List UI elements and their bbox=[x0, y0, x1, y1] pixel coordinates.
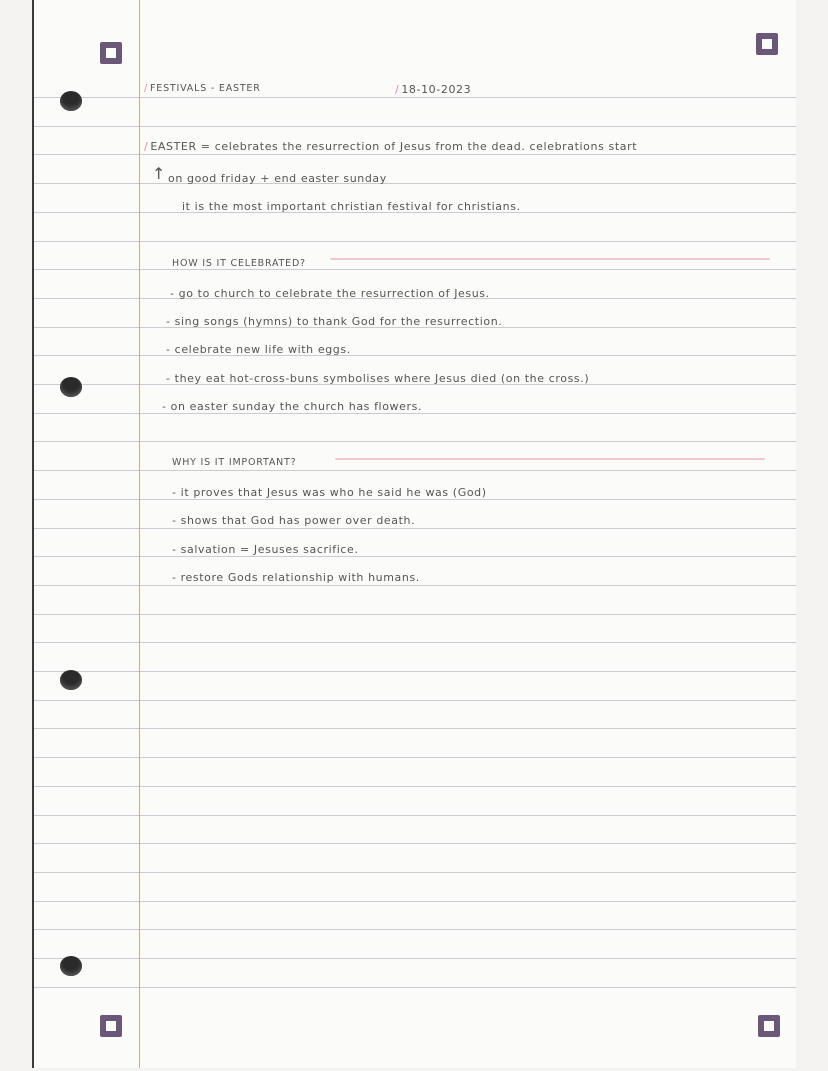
intro-line: it is the most important christian festival for christians. bbox=[182, 200, 521, 213]
punch-hole bbox=[60, 670, 82, 690]
ruled-line bbox=[34, 728, 796, 729]
page-title: / FESTIVALS - EASTER bbox=[144, 83, 261, 94]
notebook-page bbox=[34, 0, 796, 1068]
list-item: - go to church to celebrate the resurrection of Jesus. bbox=[170, 287, 490, 300]
heading-highlight bbox=[330, 258, 770, 260]
list-item: - they eat hot-cross-buns symbolises where Jesus died (on the cross.) bbox=[166, 372, 590, 385]
ruled-line bbox=[34, 958, 796, 959]
ruled-line bbox=[34, 843, 796, 844]
ruled-line bbox=[34, 700, 796, 701]
intro-line: / EASTER = celebrates the resurrection of Jesus from the dead. celebrations start bbox=[144, 140, 637, 153]
ruled-line bbox=[34, 872, 796, 873]
ruled-line bbox=[34, 183, 796, 184]
ruled-line bbox=[34, 241, 796, 242]
arrow-icon: ↑ bbox=[152, 164, 167, 183]
list-item: - sing songs (hymns) to thank God for the resurrection. bbox=[166, 315, 503, 328]
ruled-line bbox=[34, 528, 796, 529]
ruled-line bbox=[34, 441, 796, 442]
ruled-line bbox=[34, 671, 796, 672]
ruled-line bbox=[34, 470, 796, 471]
punch-hole bbox=[60, 377, 82, 397]
corner-marker-icon bbox=[100, 1015, 122, 1037]
margin-line bbox=[139, 0, 140, 1068]
ruled-line bbox=[34, 815, 796, 816]
ruled-line bbox=[34, 97, 796, 98]
ruled-line bbox=[34, 642, 796, 643]
list-item: - shows that God has power over death. bbox=[172, 514, 416, 527]
ruled-line bbox=[34, 269, 796, 270]
ruled-line bbox=[34, 556, 796, 557]
ruled-line bbox=[34, 757, 796, 758]
ruled-line bbox=[34, 355, 796, 356]
heading-highlight bbox=[335, 458, 765, 460]
ruled-line bbox=[34, 614, 796, 615]
section-heading: WHY IS IT IMPORTANT? bbox=[172, 457, 297, 468]
list-item: - it proves that Jesus was who he said he was (God) bbox=[172, 486, 487, 499]
corner-marker-icon bbox=[758, 1015, 780, 1037]
list-item: - restore Gods relationship with humans. bbox=[172, 571, 420, 584]
ruled-line bbox=[34, 154, 796, 155]
ruled-line bbox=[34, 929, 796, 930]
section-heading: HOW IS IT CELEBRATED? bbox=[172, 258, 306, 269]
punch-hole bbox=[60, 956, 82, 976]
punch-hole bbox=[60, 91, 82, 111]
list-item: - on easter sunday the church has flowers. bbox=[162, 400, 423, 413]
page-date: / 18-10-2023 bbox=[395, 83, 471, 96]
list-item: - salvation = Jesuses sacrifice. bbox=[172, 543, 359, 556]
corner-marker-icon bbox=[756, 33, 778, 55]
ruled-line bbox=[34, 786, 796, 787]
ruled-line bbox=[34, 901, 796, 902]
ruled-line bbox=[34, 126, 796, 127]
ruled-line bbox=[34, 585, 796, 586]
ruled-line bbox=[34, 987, 796, 988]
corner-marker-icon bbox=[100, 42, 122, 64]
intro-line: on good friday + end easter sunday bbox=[168, 172, 387, 185]
list-item: - celebrate new life with eggs. bbox=[166, 343, 351, 356]
